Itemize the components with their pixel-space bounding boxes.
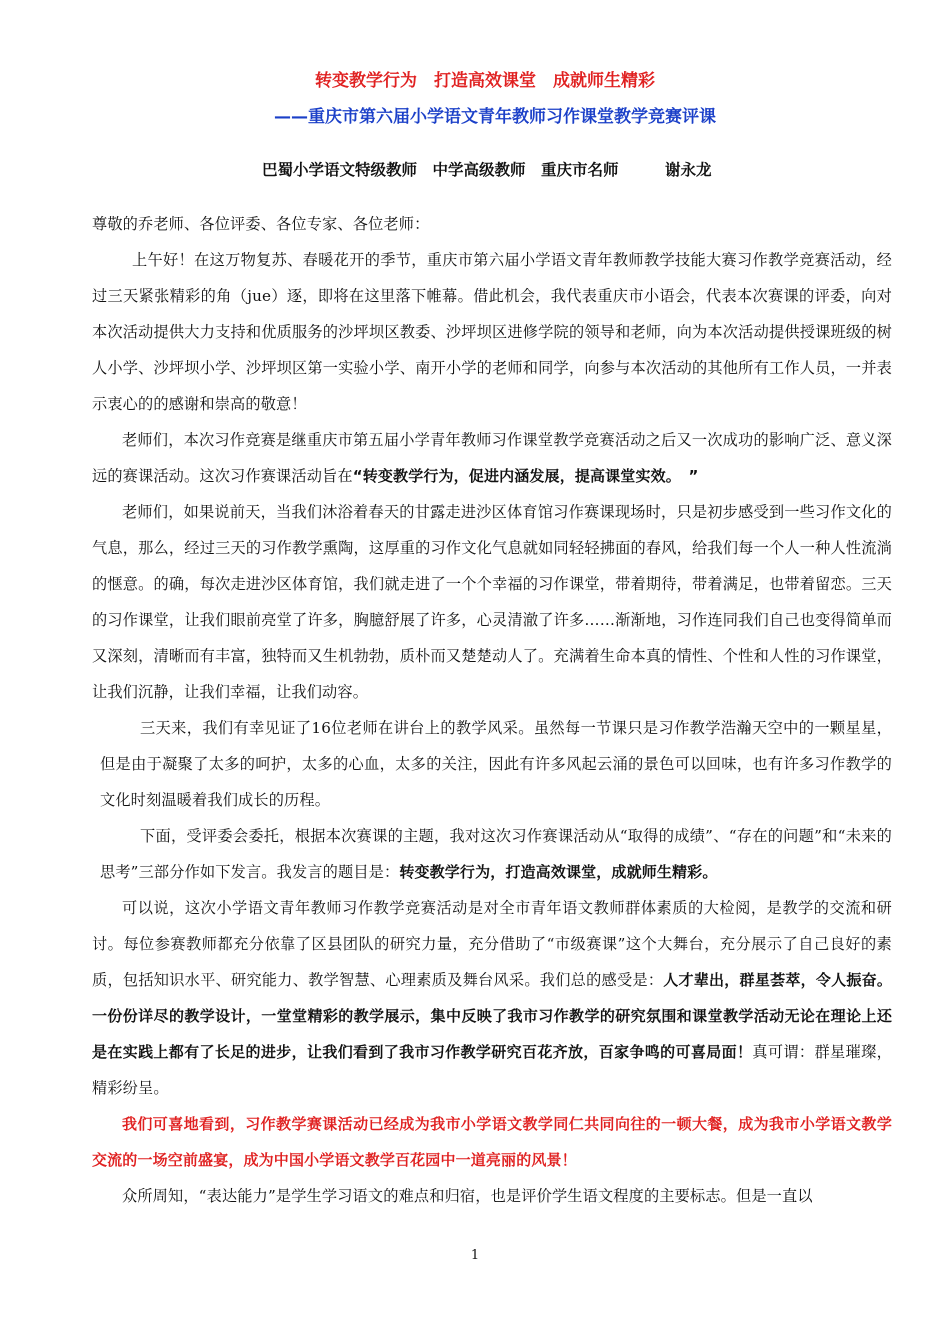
- paragraph-3: 老师们，如果说前天，当我们沐浴着春天的甘露走进沙区体育馆习作赛课现场时，只是初步感受到一些习作文化的气息，那么，经过三天的习作教学熏陶，这厚重的习作文化气息就如同轻轻拂面的春风，给我们每一个人一种人性流淌的惬意。的确，每次走进沙区体育馆，我们就走进了一个个幸福的习作课堂，带着期待，带着满足，也带着留恋。三天的习作课堂，让我们眼前亮堂了许多，胸臆舒展了许多，心灵清澈了许多……渐渐地，习作连同我们自己也变得简单而又深刻，清晰而有丰富，独特而又生机勃勃，质朴而又楚楚动人了。充满着生命本真的情性、个性和人性的习作课堂，让我们沉静，让我们幸福，让我们动容。: [92, 503, 892, 701]
- paragraph-6-text: 可以说，这次小学语文青年教师习作教学竞赛活动是对全市青年语文教师群体素质的大检阅，是教学的交流和研讨。每位参赛教师都充分依靠了区县团队的研究力量，充分借助了“市级赛课”这个大舞台，充分展示了自己良好的素质，包括知识水平、研究能力、教学智慧、心理素质及舞台风采。我们总的感受是：: [92, 899, 892, 989]
- paragraph-5: [92, 818, 892, 890]
- paragraph-4: 三天来，我们有幸见证了16位老师在讲台上的教学风采。虽然每一节课只是习作教学浩瀚天空中的一颗星星，但是由于凝聚了太多的呵护，太多的心血，太多的关注，因此有许多风起云涌的景色可以回味，也有许多习作教学的文化时刻温暖着我们成长的历程。: [100, 719, 892, 809]
- paragraph-8: 众所周知，“表达能力”是学生学习语文的难点和归宿，也是评价学生语文程度的主要标志。但是一直以: [122, 1187, 813, 1205]
- salutation: 尊敬的乔老师、各位评委、各位专家、各位老师：: [92, 215, 430, 233]
- paragraph-2-text: 老师们，本次习作竞赛是继重庆市第五届小学青年教师习作课堂教学竞赛活动之后又一次成功的影响广泛、意义深远的赛课活动。这次习作赛课活动旨在: [92, 431, 892, 485]
- paragraph-5-bold: 转变教学行为，打造高效课堂，成就师生精彩。: [399, 863, 718, 881]
- paragraph-6-tail: 真可谓：群星璀璨，精彩纷呈。: [92, 1043, 892, 1097]
- paragraph-1: 上午好！在这万物复苏、春暖花开的季节，重庆市第六届小学语文青年教师教学技能大赛习作教学竞赛活动，经过三天紧张精彩的角（jue）逐，即将在这里落下帷幕。借此机会，我代表重庆市小语会，代表本次赛课的评委，向对本次活动提供大力支持和优质服务的沙坪坝区教委、沙坪坝区进修学院的领导和老师，向为本次活动提供授课班级的树人小学、沙坪坝小学、沙坪坝区第一实验小学、南开小学的老师和同学，向参与本次活动的其他所有工作人员，一并表示衷心的的感谢和崇高的敬意！: [92, 251, 892, 413]
- paragraph-7-highlight: 我们可喜地看到，习作教学赛课活动已经成为我市小学语文教学同仁共同向往的一顿大餐，成为我市小学语文教学交流的一场空前盛宴，成为中国小学语文教学百花园中一道亮丽的风景！: [92, 1115, 892, 1169]
- document-subtitle: ——重庆市第六届小学语文青年教师习作课堂教学竞赛评课: [274, 107, 716, 127]
- paragraph-6-bold: 人才辈出，群星荟萃，令人振奋。一份份详尽的教学设计，一堂堂精彩的教学展示，集中反映了我市习作教学的研究氛围和课堂教学活动无论在理论上还是在实践上都有了长足的进步，让我们看到了我市习作教学研究百花齐放，百家争鸣的可喜局面！: [92, 971, 892, 1061]
- paragraph-5-text: 下面，受评委会委托，根据本次赛课的主题，我对这次习作赛课活动从“取得的成绩”、“存在的问题”和“未来的思考”三部分作如下发言。我发言的题目是：: [100, 827, 892, 881]
- paragraph-6: [92, 890, 892, 1106]
- paragraph-2-bold: “转变教学行为，促进内涵发展，提高课堂实效。 ”: [352, 467, 699, 485]
- author-line: 巴蜀小学语文特级教师 中学高级教师 重庆市名师 谢永龙: [262, 161, 712, 179]
- document-body: [92, 206, 892, 1214]
- document-title: 转变教学行为 打造高效课堂 成就师生精彩: [315, 71, 655, 91]
- page-number: 1: [470, 1248, 480, 1263]
- paragraph-2: [92, 422, 892, 494]
